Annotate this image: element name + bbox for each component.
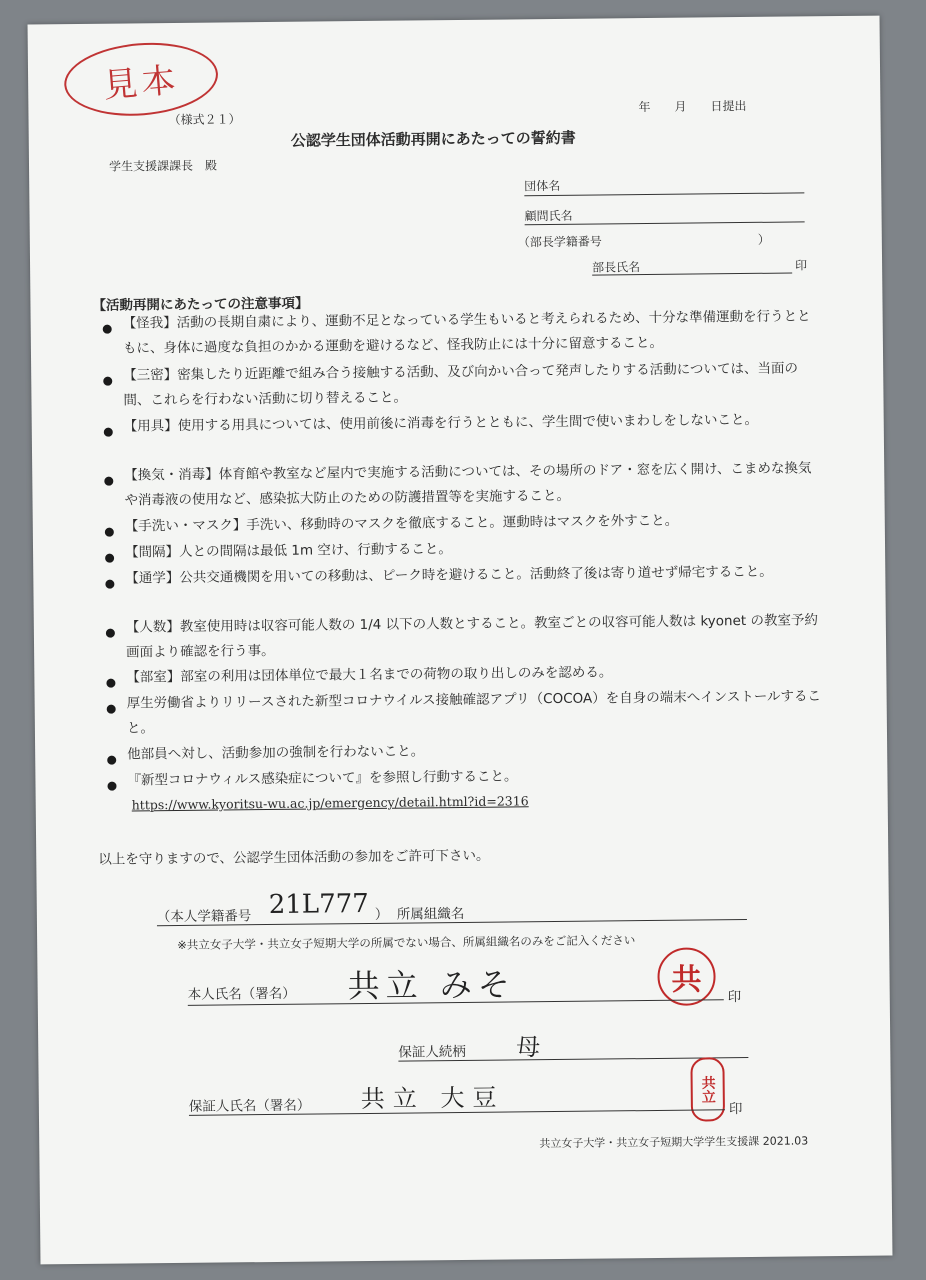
bullet-icon <box>106 629 115 638</box>
note-equipment: 【用具】使用する用具については、使用前後に消毒を行うとともに、学生間で使いまわしをしないこと。 <box>123 411 759 435</box>
bullet-icon <box>103 377 112 386</box>
bullet-icon <box>107 782 116 791</box>
leader-name-label: 部長氏名 <box>592 260 641 275</box>
note-distance: 【間隔】人との間隔は最低 1m 空け、行動すること。 <box>124 541 452 561</box>
student-id-value: 21L777 <box>268 888 369 921</box>
note-no-coercion: 他部員へ対し、活動参加の強制を行わないこと。 <box>127 743 425 763</box>
student-id-close: ） <box>374 906 389 923</box>
student-name-label: 本人氏名（署名） <box>187 985 296 1003</box>
note-injury: 【怪我】活動の長期自粛により、運動不足となっている学生もいると考えられるため、十分な準備運動を行うとともに、身体に過度な負担のかかる運動を避けるなど、怪我防止には十分に留意すること。 <box>122 308 811 357</box>
advisor-name-label: 顧問氏名 <box>524 208 573 224</box>
note-reference: 『新型コロナウィルス感染症について』を参照し行動すること。 <box>127 768 518 789</box>
org-name-label: 所属組織名 <box>396 905 465 923</box>
guarantor-name-value: 共立 大豆 <box>360 1083 505 1114</box>
guarantor-seal-stamp: 共立 <box>690 1057 725 1121</box>
bullet-icon <box>107 756 116 765</box>
student-name-value: 共立 みそ <box>347 965 516 1006</box>
leader-seal-label: 印 <box>795 258 808 273</box>
bullet-icon <box>103 325 112 334</box>
note-three-cs: 【三密】密集したり近距離で組み合う接触する活動、及び向かい合って発声したりする活動については、当面の間、これらを行わない活動に切り替えること。 <box>123 360 798 409</box>
notes-heading: 【活動再開にあたっての注意事項】 <box>92 295 309 314</box>
org-note: ※共立女子大学・共立女子短期大学の所属でない場合、所属組織名のみをご記入ください <box>177 933 636 952</box>
guarantor-seal-label: 印 <box>728 1101 743 1118</box>
bullet-icon <box>107 705 116 714</box>
note-ventilation: 【換気・消毒】体育館や教室など屋内で実施する活動については、その場所のドア・窓を広く開け、こまめな換気や消毒液の使用など、感染拡大防止のための防護措置等を実施すること。 <box>124 460 812 509</box>
bullet-icon <box>105 528 114 537</box>
form-paper <box>28 16 893 1265</box>
note-capacity: 【人数】教室使用時は収容可能人数の 1/4 以下の人数とすること。教室ごとの収容可能人数は kyonet の教室予約画面より確認を行う事。 <box>125 612 819 661</box>
note-commute: 【通学】公共交通機関を用いての移動は、ピーク時を避けること。活動終了後は寄り道せず帰宅すること。 <box>125 563 773 587</box>
bullet-icon <box>104 477 113 486</box>
bullet-icon <box>105 554 114 563</box>
specimen-stamp: 見本 <box>61 37 220 121</box>
student-id-label: （本人学籍番号 <box>156 908 252 926</box>
guarantor-relation-label: 保証人続柄 <box>398 1043 466 1061</box>
pledge-text: 以上を守りますので、公認学生団体活動の参加をご許可下さい。 <box>98 847 490 868</box>
bullet-icon <box>105 580 114 589</box>
note-cocoa: 厚生労働省よりリリースされた新型コロナウイルス接触確認アプリ（COCOA）を自身の端末へインストールすること。 <box>126 688 822 737</box>
note-clubroom: 【部室】部室の利用は団体単位で最大１名までの荷物の取り出しのみを認める。 <box>126 664 613 686</box>
bullet-icon <box>104 428 113 437</box>
form-number: （様式２１） <box>168 112 241 128</box>
document-title: 公認学生団体活動再開にあたっての誓約書 <box>290 128 576 150</box>
group-name-label: 団体名 <box>524 178 561 194</box>
addressee: 学生支援課課長 殿 <box>108 158 218 174</box>
student-seal-stamp: 共 <box>657 947 716 1006</box>
leader-id-label: （部長学籍番号 <box>517 234 602 250</box>
footer-text: 共立女子大学・共立女子短期大学学生支援課 2021.03 <box>539 1134 809 1151</box>
leader-id-close: ） <box>757 232 770 247</box>
bullet-icon <box>106 679 115 688</box>
date-line: 年 月 日提出 <box>638 98 747 115</box>
guarantor-relation-value: 母 <box>516 1033 541 1062</box>
note-handwash-mask: 【手洗い・マスク】手洗い、移動時のマスクを徹底すること。運動時はマスクを外すこと。 <box>124 512 679 535</box>
reference-link[interactable]: https://www.kyoritsu-wu.ac.jp/emergency/detail.html?id=2316 <box>131 793 529 813</box>
group-name-line[interactable] <box>524 192 804 196</box>
guarantor-name-label: 保証人氏名（署名） <box>188 1097 311 1115</box>
student-seal-label: 印 <box>727 989 742 1006</box>
